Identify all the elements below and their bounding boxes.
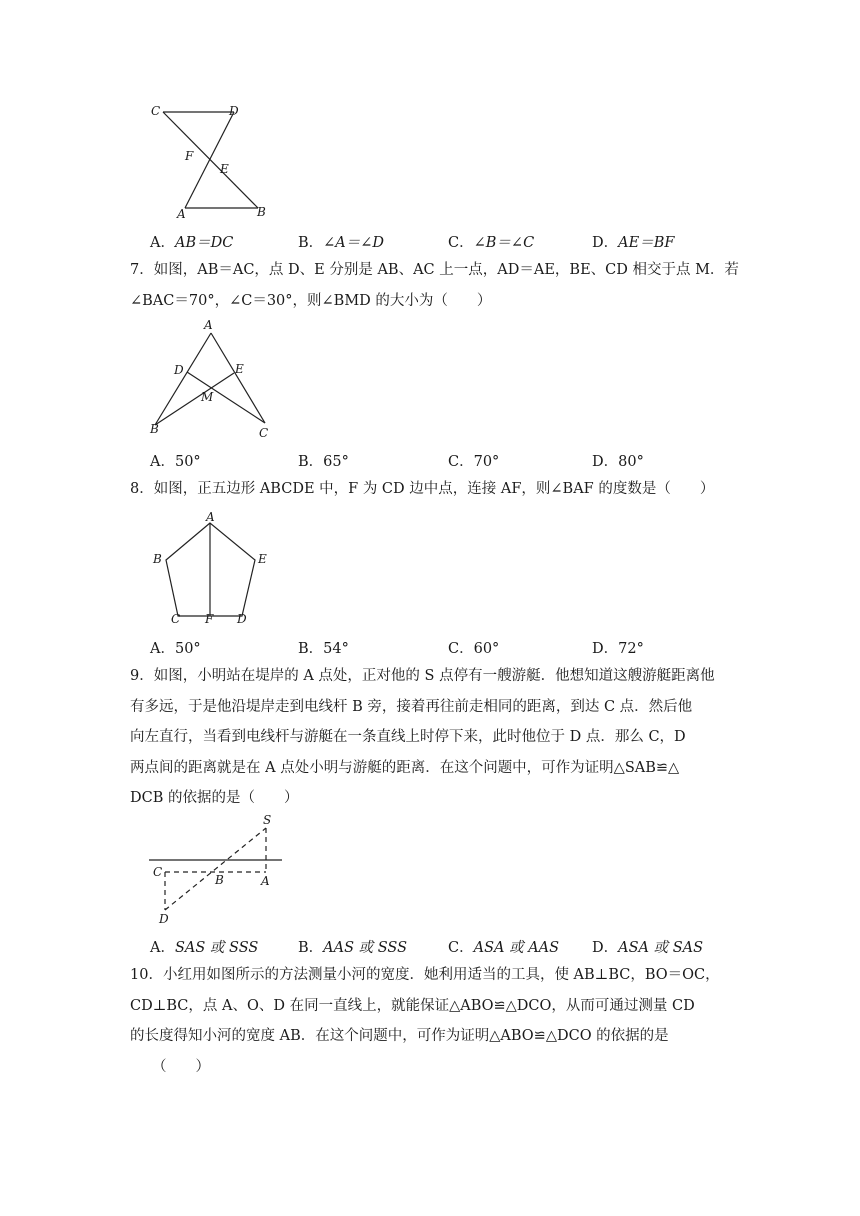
q8-option-d[interactable]: D．72° <box>592 641 644 657</box>
q8-label-d: D <box>237 612 247 626</box>
q7-label-c: C <box>259 426 269 440</box>
q9-label-s: S <box>263 813 272 827</box>
q6-figure <box>145 98 275 223</box>
q7-line: ∠BAC＝70°，∠C＝30°，则∠BMD 的大小为（ ） <box>130 292 492 309</box>
q7-segment-ac <box>211 333 265 423</box>
q9-segment-ds <box>165 828 266 910</box>
q7-label-d: D <box>174 363 184 377</box>
q7-line: 7．如图，AB＝AC，点 D、E 分别是 AB、AC 上一点，AD＝AE，BE、CD 相交于点 M．若 <box>130 262 739 278</box>
q8-label-b: B <box>153 552 162 566</box>
q6-label-c: C <box>151 104 161 118</box>
q9-stem <box>130 661 730 814</box>
q10-line: （ ） <box>152 1058 210 1075</box>
q8-stem <box>130 474 730 505</box>
q7-segment-cd <box>187 372 265 423</box>
q6-option-d[interactable]: D．AE＝BF <box>592 235 675 251</box>
q9-line: 向左直行，当看到电线杆与游艇在一条直线上时停下来，此时他位于 D 点．那么 C，D <box>130 729 686 745</box>
q6-label-e: E <box>220 162 229 176</box>
q7-label-a: A <box>204 318 213 332</box>
q9-label-c: C <box>153 865 163 879</box>
q6-option-c[interactable]: C．∠B＝∠C <box>448 235 535 251</box>
q8-label-e: E <box>258 552 267 566</box>
q9-option-c[interactable]: C．ASA 或 AAS <box>448 940 560 956</box>
q9-option-b[interactable]: B．AAS 或 SSS <box>298 940 408 956</box>
q7-stem <box>130 255 739 316</box>
q6-label-b: B <box>257 205 266 219</box>
q7-label-m: M <box>201 390 214 404</box>
q9-label-a: A <box>261 874 270 888</box>
q9-option-d[interactable]: D．ASA 或 SAS <box>592 940 704 956</box>
q10-line: CD⊥BC，点 A、O、D 在同一直线上，就能保证△ABO≌△DCO，从而可通过测量 CD <box>130 997 695 1014</box>
q7-segment-ab <box>155 333 211 425</box>
q6-option-a[interactable]: A．AB＝DC <box>150 235 234 251</box>
q7-option-b[interactable]: B．65° <box>298 454 349 470</box>
q9-line: 有多远，于是他沿堤岸走到电线杆 B 旁，接着再往前走相同的距离，到达 C 点．然后他 <box>130 698 693 715</box>
q8-line: 8．如图，正五边形 ABCDE 中，F 为 CD 边中点，连接 AF，则∠BAF 的度数是（ ） <box>130 481 715 497</box>
q7-label-b: B <box>150 422 159 436</box>
q8-label-f: F <box>205 612 214 626</box>
q7-option-a[interactable]: A．50° <box>150 454 201 470</box>
q7-segment-be <box>155 373 234 425</box>
q6-label-d: D <box>229 104 239 118</box>
q9-line: 两点间的距离就是在 A 点处小明与游艇的距离．在这个问题中，可作为证明△SAB≌△ <box>130 759 680 776</box>
q7-figure <box>145 315 280 440</box>
q8-figure <box>145 505 280 630</box>
q8-option-a[interactable]: A．50° <box>150 641 201 657</box>
q9-figure <box>145 810 290 930</box>
q6-option-b[interactable]: B．∠A＝∠D <box>298 235 385 251</box>
q9-option-a[interactable]: A．SAS 或 SSS <box>150 940 259 956</box>
q8-label-a: A <box>206 510 215 524</box>
q9-label-d: D <box>159 912 169 926</box>
q7-label-e: E <box>235 362 244 376</box>
q7-option-d[interactable]: D．80° <box>592 454 644 470</box>
q10-line: 10．小红用如图所示的方法测量小河的宽度．她利用适当的工具，使 AB⊥BC，BO＝OC， <box>130 967 720 983</box>
q6-label-f: F <box>185 149 194 163</box>
q10-stem <box>130 960 730 1082</box>
q9-line: DCB 的依据的是（ ） <box>130 790 299 806</box>
q10-line: 的长度得知小河的宽度 AB．在这个问题中，可作为证明△ABO≌△DCO 的依据的是 <box>130 1028 669 1044</box>
q9-label-b: B <box>215 873 224 887</box>
q6-label-a: A <box>177 207 186 221</box>
q8-option-c[interactable]: C．60° <box>448 641 500 657</box>
q8-option-b[interactable]: B．54° <box>298 641 349 657</box>
q8-label-c: C <box>171 612 181 626</box>
q7-option-c[interactable]: C．70° <box>448 454 500 470</box>
q6-segment-cb <box>163 112 258 208</box>
q9-line: 9．如图，小明站在堤岸的 A 点处，正对他的 S 点停有一艘游艇．他想知道这艘游艇距离他 <box>130 668 715 684</box>
